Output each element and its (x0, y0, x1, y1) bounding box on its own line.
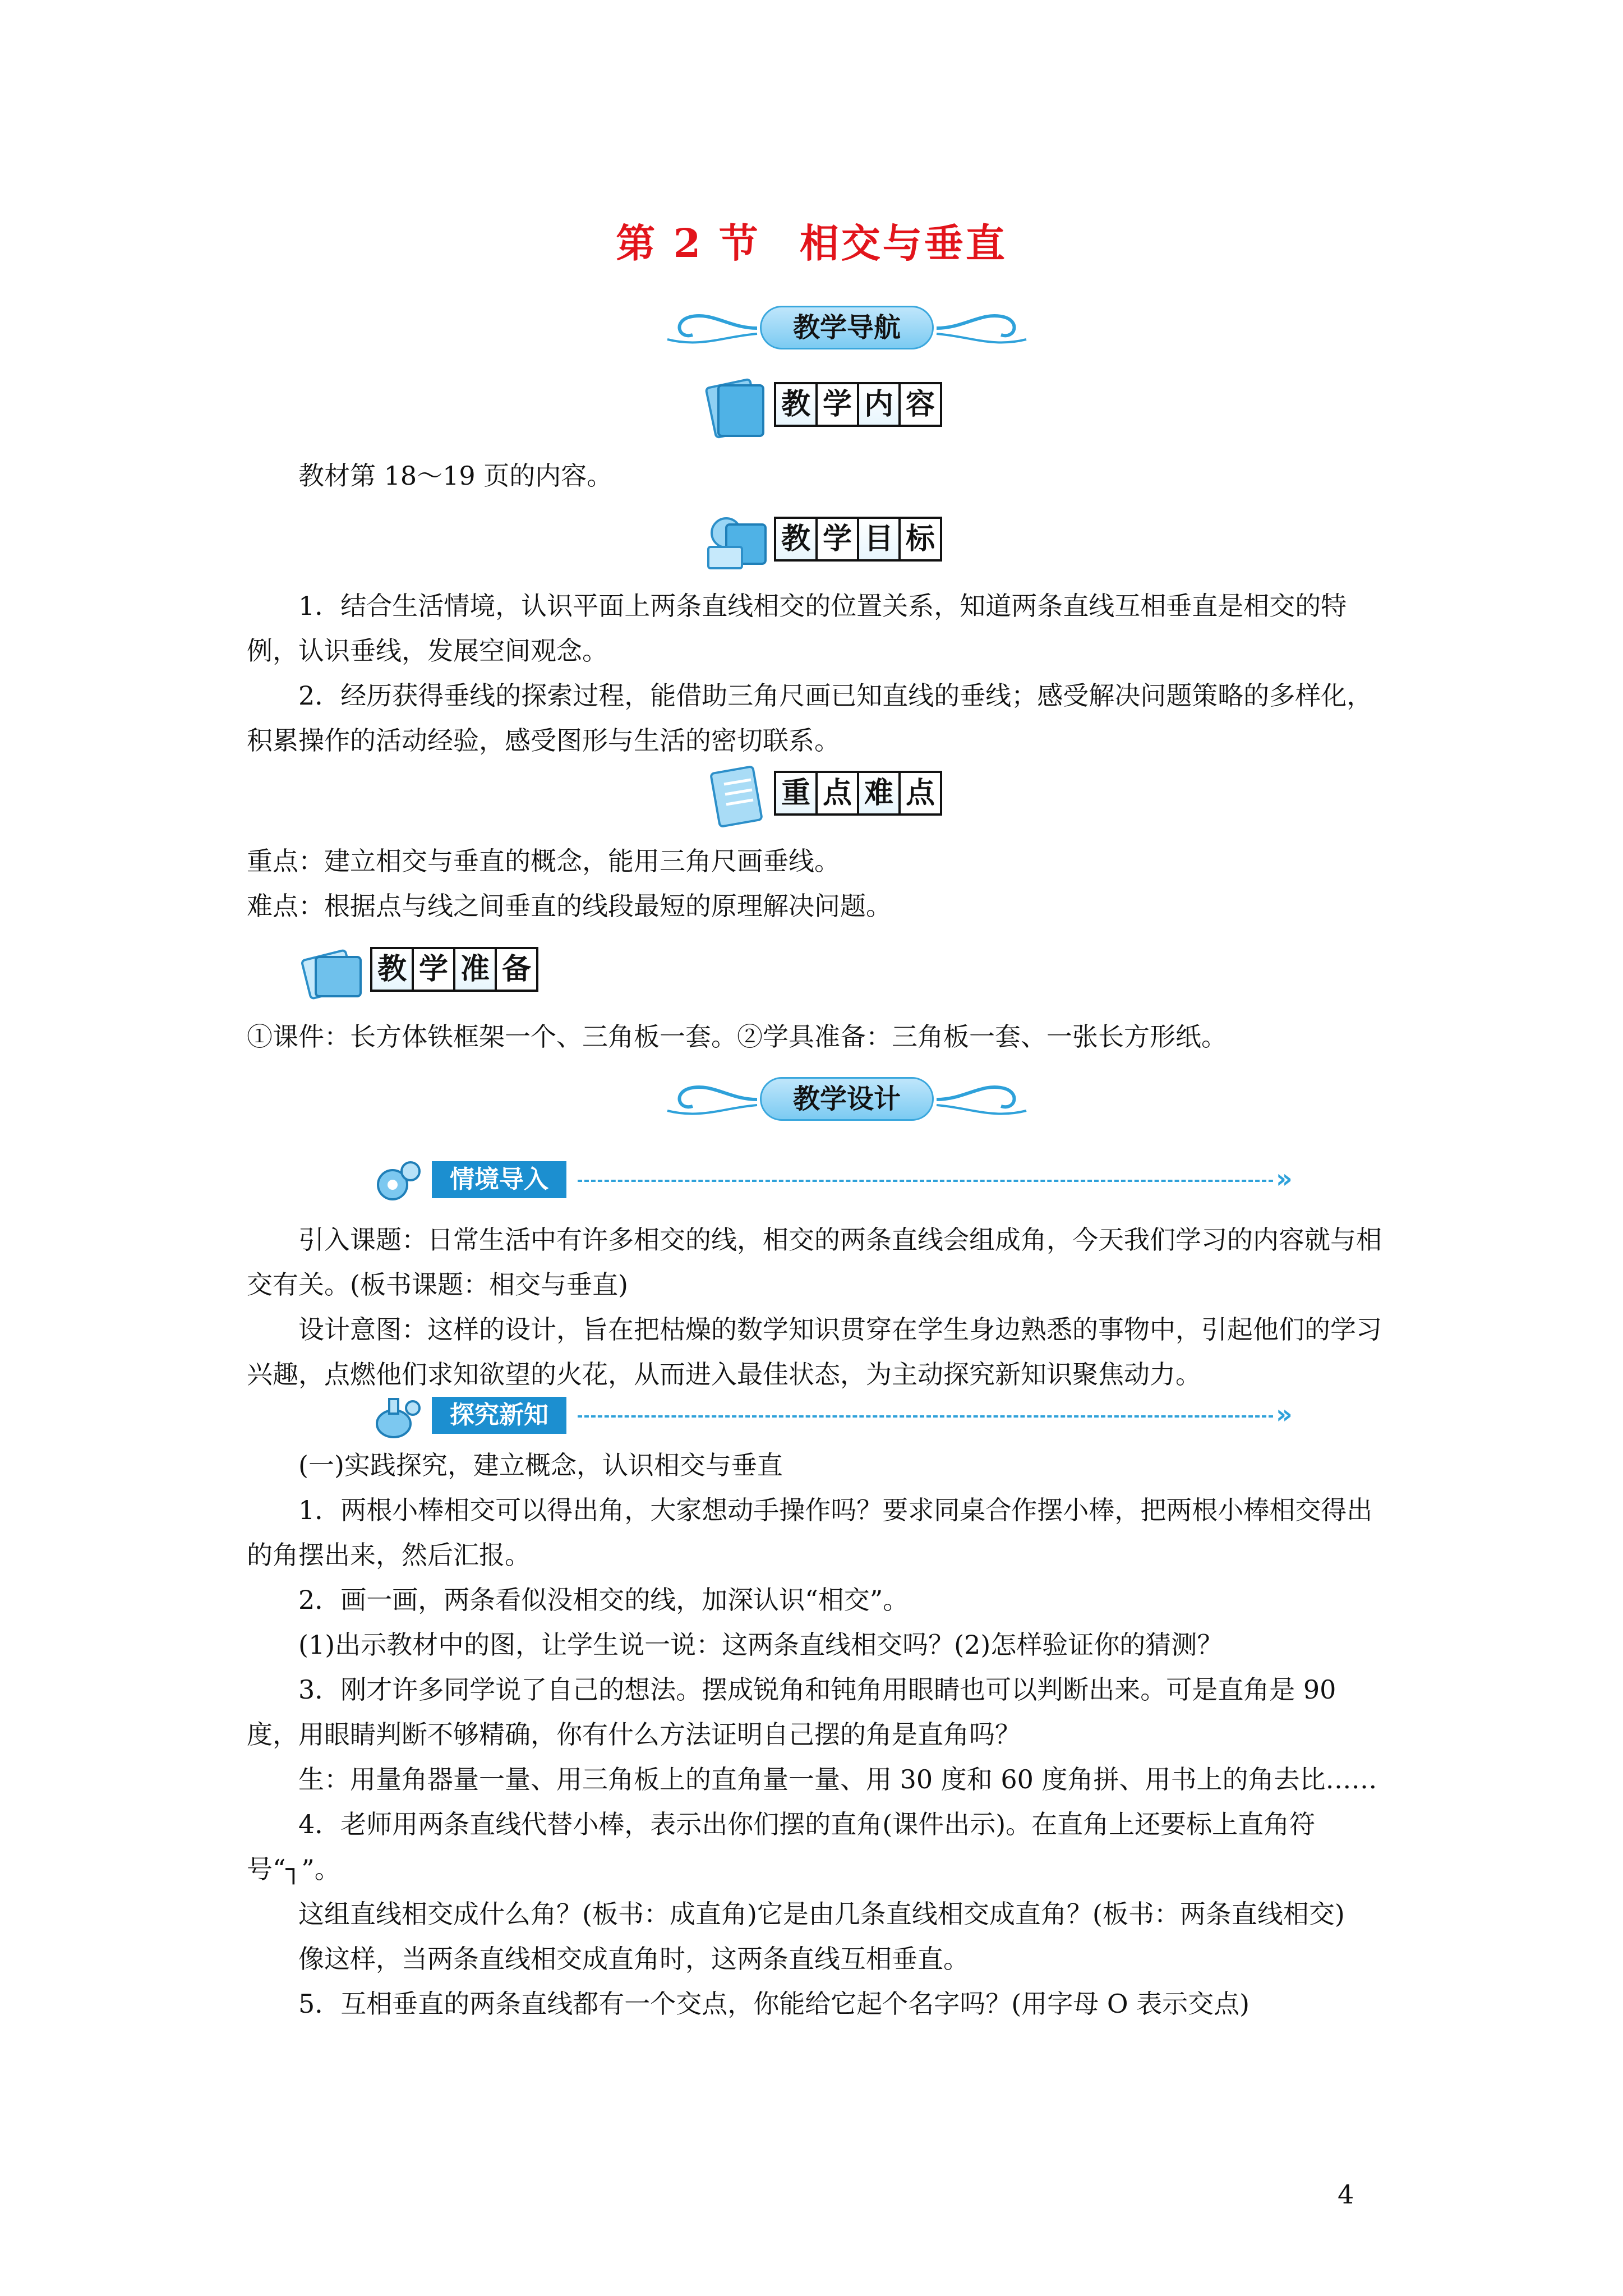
key-point: 重点：建立相交与垂直的概念，能用三角尺画垂线。 (247, 846, 840, 876)
heading-char: 准 (453, 947, 497, 992)
explore-paragraph: 5．互相垂直的两条直线都有一个交点，你能给它起个名字吗？(用字母 O 表示交点) (298, 1989, 1250, 2019)
folders-icon (300, 938, 367, 1005)
double-chevron-icon: » (1276, 1399, 1293, 1429)
banner-teaching-design (645, 1066, 1049, 1133)
heading-char: 标 (898, 517, 942, 562)
heading-char: 备 (495, 947, 538, 992)
goal-item: 2．经历获得垂线的探索过程，能借助三角尺画已知直线的垂线；感受解决问题策略的多样化，积累操作的活动经验，感受图形与生活的密切联系。 (247, 680, 1373, 756)
books-icon (704, 508, 771, 575)
gears-icon (370, 1156, 426, 1206)
flask-icon (370, 1391, 426, 1442)
heading-key-points (704, 762, 995, 829)
section-number: 第 2 节 (616, 220, 760, 266)
dashed-divider (578, 1180, 1273, 1182)
explore-paragraph: 像这样，当两条直线相交成直角时，这两条直线互相垂直。 (298, 1944, 969, 1974)
banner-teaching-navigation (645, 295, 1049, 362)
explore-paragraph: 2．画一画，两条看似没相交的线，加深认识“相交”。 (298, 1585, 909, 1615)
page-title (0, 212, 1623, 269)
heading-char: 重 (774, 771, 818, 816)
folder-icon (704, 373, 771, 440)
dashed-divider (578, 1415, 1273, 1418)
section-tag-explore (370, 1391, 1324, 1442)
heading-char: 教 (774, 517, 818, 562)
heading-char: 教 (774, 382, 818, 427)
intro-block (247, 1217, 1385, 1397)
heading-char: 目 (857, 517, 901, 562)
heading-char: 内 (857, 382, 901, 427)
prep-block (247, 1014, 1385, 1059)
section-tag-intro (370, 1156, 1324, 1206)
heading-char: 点 (898, 771, 942, 816)
content-text-block (247, 453, 1385, 498)
notebook-icon (704, 762, 771, 829)
explore-paragraph: (1)出示教材中的图，让学生说一说：这两条直线相交吗？(2)怎样验证你的猜测？ (298, 1630, 1223, 1660)
heading-teaching-prep (300, 938, 592, 1005)
heading-char: 学 (412, 947, 455, 992)
page-number: 4 (1338, 2179, 1354, 2210)
tag-label: 探究新知 (432, 1397, 566, 1434)
explore-block (247, 1443, 1385, 2026)
heading-teaching-goals (704, 508, 995, 575)
goal-item: 1．结合生活情境，认识平面上两条直线相交的位置关系，知道两条直线互相垂直是相交的特例，认识垂线，发展空间观念。 (247, 591, 1347, 666)
key-points-block (247, 839, 1385, 928)
intro-paragraph: 引入课题：日常生活中有许多相交的线，相交的两条直线会组成角，今天我们学习的内容就与相交有关。(板书课题：相交与垂直) (247, 1225, 1382, 1300)
difficult-point: 难点：根据点与线之间垂直的线段最短的原理解决问题。 (247, 891, 892, 921)
heading-char: 点 (815, 771, 859, 816)
banner-label: 教学导航 (760, 306, 934, 349)
content-text: 教材第 18～19 页的内容。 (298, 461, 613, 491)
heading-char: 难 (857, 771, 901, 816)
banner-label: 教学设计 (760, 1077, 934, 1121)
section-title: 相交与垂直 (799, 220, 1007, 266)
explore-paragraph: (一)实践探究，建立概念，认识相交与垂直 (298, 1450, 783, 1480)
explore-paragraph: 1．两根小棒相交可以得出角，大家想动手操作吗？要求同桌合作摆小棒，把两根小棒相交得出的角摆出来，然后汇报。 (247, 1495, 1373, 1570)
design-intent-paragraph: 设计意图：这样的设计，旨在把枯燥的数学知识贯穿在学生身边熟悉的事物中，引起他们的学习兴趣，点燃他们求知欲望的火花，从而进入最佳状态，为主动探究新知识聚焦动力。 (247, 1314, 1382, 1389)
prep-text: ①课件：长方体铁框架一个、三角板一套。②学具准备：三角板一套、一张长方形纸。 (247, 1022, 1227, 1052)
heading-char: 学 (815, 382, 859, 427)
explore-paragraph: 3．刚才许多同学说了自己的想法。摆成锐角和钝角用眼睛也可以判断出来。可是直角是 90 度，用眼睛判断不够精确，你有什么方法证明自己摆的角是直角吗？ (247, 1674, 1336, 1750)
heading-teaching-content (704, 373, 995, 440)
explore-paragraph: 生：用量角器量一量、用三角板上的直角量一量、用 30 度和 60 度角拼、用书上的角去比…… (298, 1764, 1377, 1795)
goals-block (247, 583, 1385, 763)
heading-char: 教 (370, 947, 414, 992)
heading-char: 容 (898, 382, 942, 427)
explore-paragraph: 4．老师用两条直线代替小棒，表示出你们摆的直角(课件出示)。在直角上还要标上直角符号“┐”。 (247, 1809, 1316, 1884)
tag-label: 情境导入 (432, 1161, 566, 1198)
heading-char: 学 (815, 517, 859, 562)
explore-paragraph: 这组直线相交成什么角？(板书：成直角)它是由几条直线相交成直角？(板书：两条直线相交) (298, 1899, 1345, 1929)
double-chevron-icon: » (1276, 1163, 1293, 1194)
